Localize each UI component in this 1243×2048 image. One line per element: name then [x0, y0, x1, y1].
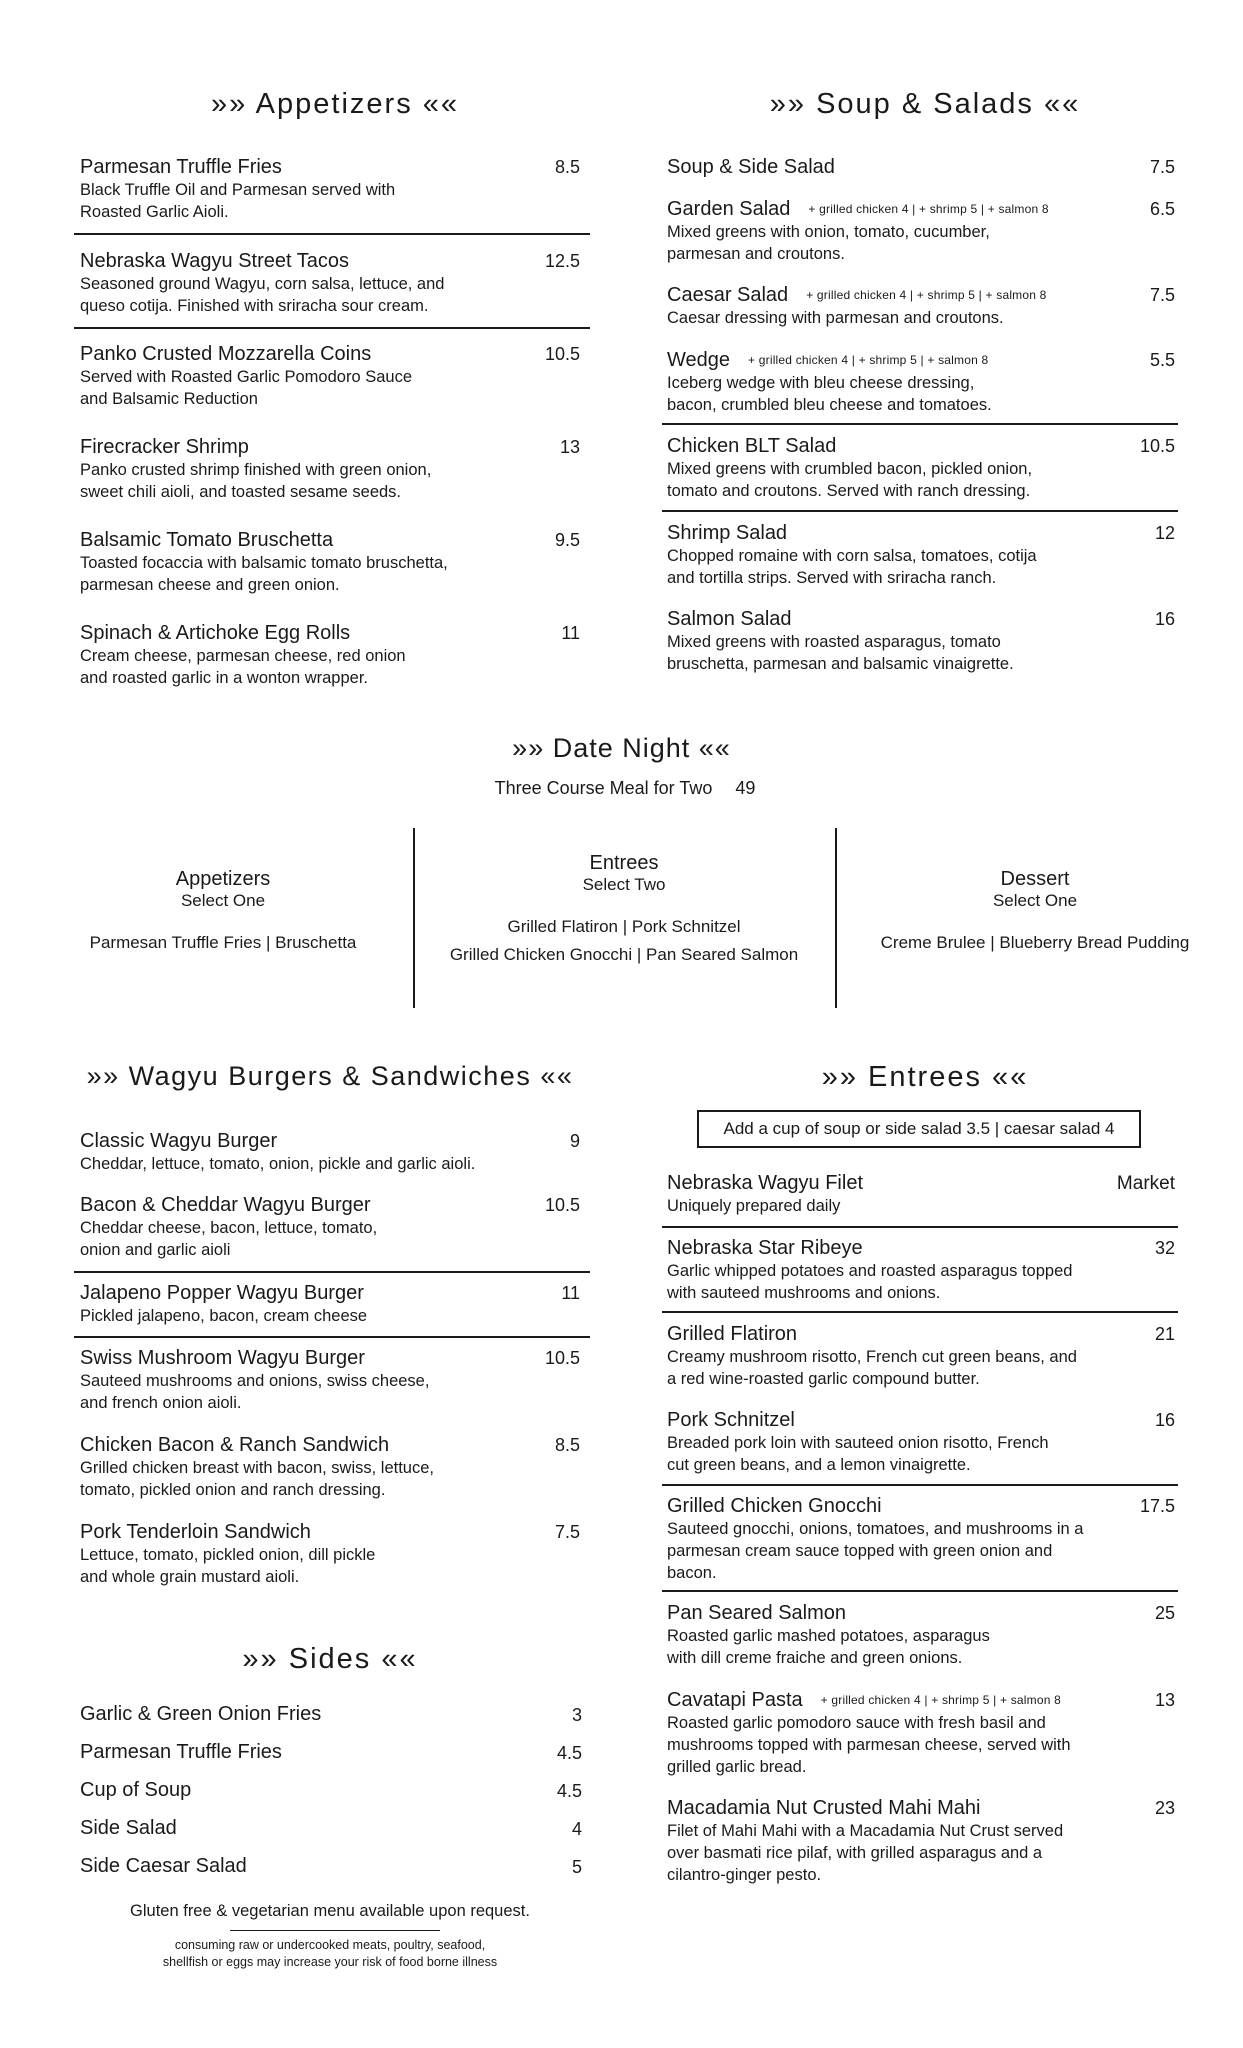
item-name: Salmon Salad [667, 608, 792, 630]
side-item [80, 1779, 582, 1802]
course-options: Grilled Chicken Gnocchi | Pan Seared Salmon [449, 945, 799, 964]
date-night-subtitle [440, 778, 810, 799]
item-desc: bacon. [667, 1564, 717, 1582]
side-price: 4 [571, 1819, 582, 1839]
date-night-price: 49 [735, 778, 756, 798]
addon-options: + grilled chicken 4 | + shrimp 5 | + salmon 8 [806, 288, 1047, 302]
item-desc: onion and garlic aioli [80, 1241, 231, 1259]
side-price: 3 [571, 1705, 582, 1725]
item-price: 10.5 [544, 1195, 580, 1215]
item-desc: Served with Roasted Garlic Pomodoro Sauce [80, 368, 412, 386]
divider [662, 510, 1178, 512]
addon-options: + grilled chicken 4 | + shrimp 5 | + salmon 8 [808, 202, 1049, 216]
item-name: Nebraska Wagyu Filet [667, 1172, 863, 1194]
menu-item [80, 1520, 580, 1588]
item-desc: cilantro-ginger pesto. [667, 1866, 822, 1884]
item-price: 10.5 [544, 1348, 580, 1368]
divider [74, 327, 590, 329]
item-price: 8.5 [554, 1435, 580, 1455]
divider [662, 423, 1178, 425]
course-heading: Entrees [589, 852, 659, 874]
menu-item [80, 342, 580, 410]
addon-options: + grilled chicken 4 | + shrimp 5 | + salmon 8 [820, 1693, 1061, 1707]
item-name: Firecracker Shrimp [80, 436, 249, 458]
course-select: Select One [180, 891, 266, 910]
menu-item [667, 1796, 1175, 1886]
item-price: 6.5 [1149, 199, 1175, 219]
item-price: 32 [1154, 1238, 1175, 1258]
menu-item [80, 1129, 580, 1175]
menu-item [667, 607, 1175, 675]
item-price: 9 [569, 1131, 580, 1151]
item-price: 9.5 [554, 530, 580, 550]
item-desc: Cheddar, lettuce, tomato, onion, pickle and garlic aioli. [80, 1155, 476, 1173]
menu-item [667, 197, 1175, 265]
item-price: 25 [1154, 1603, 1175, 1623]
item-desc: with dill creme fraiche and green onions. [667, 1649, 963, 1667]
date-night-subtitle-text: Three Course Meal for Two [494, 778, 713, 798]
item-name: Pork Tenderloin Sandwich [80, 1521, 311, 1543]
item-desc: Seasoned ground Wagyu, corn salsa, lettuce, and [80, 275, 445, 293]
item-desc: Roasted garlic pomodoro sauce with fresh basil and [667, 1714, 1046, 1732]
item-desc: sweet chili aioli, and toasted sesame seeds. [80, 483, 402, 501]
side-price: 5 [571, 1857, 582, 1877]
menu-item [667, 1171, 1175, 1217]
divider [74, 1336, 590, 1338]
item-desc: with sauteed mushrooms and onions. [667, 1284, 941, 1302]
item-desc: Caesar dressing with parmesan and croutons. [667, 309, 1004, 327]
item-price: 17.5 [1139, 1496, 1175, 1516]
food-warning-line: consuming raw or undercooked meats, poultry, seafood, [174, 1938, 486, 1952]
soup-salads-title: »» Soup & Salads «« [769, 88, 1081, 120]
item-desc: parmesan and croutons. [667, 245, 845, 263]
menu-item [667, 521, 1175, 589]
food-warning-line: shellfish or eggs may increase your risk of food borne illness [162, 1955, 498, 1969]
item-price: 13 [559, 437, 580, 457]
course-options: Creme Brulee | Blueberry Bread Pudding [880, 933, 1190, 952]
item-name: Spinach & Artichoke Egg Rolls [80, 622, 351, 644]
menu-item [80, 1433, 580, 1501]
item-name-text: Garden Salad [667, 198, 791, 220]
item-price: 7.5 [1149, 157, 1175, 177]
item-desc: Lettuce, tomato, pickled onion, dill pickle [80, 1546, 376, 1564]
course-select: Select One [992, 891, 1078, 910]
burgers-title: »» Wagyu Burgers & Sandwiches «« [86, 1061, 574, 1091]
date-night-title: »» Date Night «« [512, 733, 731, 763]
menu-item [80, 249, 580, 317]
item-desc: Toasted focaccia with balsamic tomato bruschetta, [80, 554, 448, 572]
item-desc: Iceberg wedge with bleu cheese dressing, [667, 374, 975, 392]
item-price: 12 [1154, 523, 1175, 543]
divider [662, 1590, 1178, 1592]
item-price: 7.5 [554, 1522, 580, 1542]
item-desc: parmesan cream sauce topped with green onion and [667, 1542, 1053, 1560]
item-desc: Roasted garlic mashed potatoes, asparagus [667, 1627, 990, 1645]
side-item [80, 1741, 582, 1764]
menu-item [80, 528, 580, 596]
item-desc: Sauteed mushrooms and onions, swiss cheese, [80, 1372, 430, 1390]
item-name [667, 1688, 1175, 1712]
sides-title: »» Sides «« [242, 1643, 418, 1675]
side-item [80, 1855, 582, 1878]
item-name [667, 197, 1175, 221]
item-name: Parmesan Truffle Fries [80, 156, 282, 178]
item-desc: Pickled jalapeno, bacon, cream cheese [80, 1307, 368, 1325]
menu-item [667, 155, 1175, 179]
item-name: Chicken Bacon & Ranch Sandwich [80, 1434, 390, 1456]
item-name: Swiss Mushroom Wagyu Burger [80, 1347, 365, 1369]
side-item [80, 1817, 582, 1840]
item-price: 21 [1154, 1324, 1175, 1344]
item-name: Chicken BLT Salad [667, 435, 837, 457]
course-heading: Appetizers [175, 868, 271, 890]
side-name: Side Salad [80, 1817, 177, 1839]
side-name: Side Caesar Salad [80, 1855, 247, 1877]
item-desc: Black Truffle Oil and Parmesan served with [80, 181, 396, 199]
appetizers-title: »» Appetizers «« [210, 88, 460, 120]
date-night-entrees [428, 852, 820, 965]
course-heading: Dessert [1000, 868, 1070, 890]
item-desc: Panko crusted shrimp finished with green onion, [80, 461, 432, 479]
menu-item [667, 283, 1175, 329]
item-desc: Grilled chicken breast with bacon, swiss, lettuce, [80, 1459, 434, 1477]
item-desc: bacon, crumbled bleu cheese and tomatoes. [667, 396, 992, 414]
item-desc: tomato, pickled onion and ranch dressing. [80, 1481, 386, 1499]
item-desc: and roasted garlic in a wonton wrapper. [80, 669, 369, 687]
divider [662, 1484, 1178, 1486]
item-desc: Filet of Mahi Mahi with a Macadamia Nut Crust served [667, 1822, 1064, 1840]
menu-item [80, 1281, 580, 1327]
divider [74, 1271, 590, 1273]
divider [662, 1226, 1178, 1228]
item-desc: cut green beans, and a lemon vinaigrette. [667, 1456, 971, 1474]
course-select: Select Two [582, 875, 666, 894]
menu-item [80, 621, 580, 689]
entrees-title: »» Entrees «« [821, 1061, 1029, 1093]
menu-item [80, 435, 580, 503]
food-warning [90, 1937, 570, 1971]
item-name: Pork Schnitzel [667, 1409, 795, 1431]
item-desc: tomato and croutons. Served with ranch dressing. [667, 482, 1031, 500]
divider [662, 1311, 1178, 1313]
menu-item [667, 1601, 1175, 1669]
item-desc: Mixed greens with crumbled bacon, pickled onion, [667, 460, 1033, 478]
side-item [80, 1703, 582, 1726]
item-desc: Cream cheese, parmesan cheese, red onion [80, 647, 406, 665]
divider-vertical [835, 828, 837, 1008]
item-desc: Chopped romaine with corn salsa, tomatoes, cotija [667, 547, 1037, 565]
item-desc: Mixed greens with roasted asparagus, tomato [667, 633, 1001, 651]
item-desc: Garlic whipped potatoes and roasted asparagus topped [667, 1262, 1073, 1280]
item-price: 16 [1154, 1410, 1175, 1430]
item-name: Macadamia Nut Crusted Mahi Mahi [667, 1797, 981, 1819]
item-name [667, 348, 1175, 372]
item-name: Soup & Side Salad [667, 156, 835, 178]
addon-options: + grilled chicken 4 | + shrimp 5 | + salmon 8 [748, 353, 989, 367]
item-desc: Roasted Garlic Aioli. [80, 203, 229, 221]
item-name: Nebraska Star Ribeye [667, 1237, 863, 1259]
divider [230, 1930, 440, 1931]
item-desc: Sauteed gnocchi, onions, tomatoes, and mushrooms in a [667, 1520, 1084, 1538]
item-name-text: Cavatapi Pasta [667, 1689, 803, 1711]
menu-item [667, 1494, 1175, 1584]
menu-item [667, 1322, 1175, 1390]
item-name: Classic Wagyu Burger [80, 1130, 278, 1152]
item-desc: queso cotija. Finished with sriracha sour cream. [80, 297, 429, 315]
item-price: 11 [561, 623, 580, 643]
item-name: Nebraska Wagyu Street Tacos [80, 250, 350, 272]
divider-vertical [413, 828, 415, 1008]
menu-item [80, 155, 580, 223]
item-desc: and french onion aioli. [80, 1394, 242, 1412]
item-price: 16 [1154, 609, 1175, 629]
side-name: Garlic & Green Onion Fries [80, 1703, 322, 1725]
side-name: Parmesan Truffle Fries [80, 1741, 282, 1763]
divider [74, 233, 590, 235]
course-options: Parmesan Truffle Fries | Bruschetta [89, 933, 357, 952]
item-name: Balsamic Tomato Bruschetta [80, 529, 334, 551]
item-price: 13 [1154, 1690, 1175, 1710]
item-price: 8.5 [554, 157, 580, 177]
item-name: Panko Crusted Mozzarella Coins [80, 343, 372, 365]
side-name: Cup of Soup [80, 1779, 192, 1801]
item-price: 7.5 [1149, 285, 1175, 305]
menu-item [667, 434, 1175, 502]
menu-item [667, 1236, 1175, 1304]
item-name: Jalapeno Popper Wagyu Burger [80, 1282, 364, 1304]
item-desc: and whole grain mustard aioli. [80, 1568, 300, 1586]
item-price: 12.5 [544, 251, 580, 271]
item-desc: Breaded pork loin with sauteed onion risotto, French [667, 1434, 1049, 1452]
item-desc: mushrooms topped with parmesan cheese, served with [667, 1736, 1071, 1754]
item-name: Bacon & Cheddar Wagyu Burger [80, 1194, 371, 1216]
side-price: 4.5 [556, 1781, 582, 1801]
item-price: 10.5 [544, 344, 580, 364]
item-name: Grilled Chicken Gnocchi [667, 1495, 882, 1517]
course-options: Grilled Flatiron | Pork Schnitzel [507, 917, 741, 936]
item-name: Grilled Flatiron [667, 1323, 798, 1345]
item-desc: grilled garlic bread. [667, 1758, 807, 1776]
item-desc: Uniquely prepared daily [667, 1197, 841, 1215]
side-price: 4.5 [556, 1743, 582, 1763]
menu-item [80, 1346, 580, 1414]
add-soup-salad-note: Add a cup of soup or side salad 3.5 | caesar salad 4 [697, 1110, 1141, 1148]
menu-item [667, 348, 1175, 416]
menu-item [80, 1193, 580, 1261]
item-desc: and Balsamic Reduction [80, 390, 258, 408]
item-price: 5.5 [1149, 350, 1175, 370]
item-name [667, 283, 1175, 307]
item-desc: Mixed greens with onion, tomato, cucumber, [667, 223, 990, 241]
item-name-text: Caesar Salad [667, 284, 789, 306]
item-desc: a red wine-roasted garlic compound butter. [667, 1370, 980, 1388]
item-desc: Cheddar cheese, bacon, lettuce, tomato, [80, 1219, 378, 1237]
item-price: 23 [1154, 1798, 1175, 1818]
date-night-dessert [850, 868, 1220, 953]
item-price: 11 [561, 1283, 580, 1303]
item-price: 10.5 [1139, 436, 1175, 456]
item-name: Shrimp Salad [667, 522, 788, 544]
item-name: Pan Seared Salmon [667, 1602, 847, 1624]
item-desc: and tortilla strips. Served with sriracha ranch. [667, 569, 997, 587]
item-desc: bruschetta, parmesan and balsamic vinaigrette. [667, 655, 1014, 673]
item-name-text: Wedge [667, 349, 731, 371]
item-price: Market [1116, 1173, 1175, 1194]
menu-item [667, 1688, 1175, 1778]
item-desc: parmesan cheese and green onion. [80, 576, 340, 594]
item-desc: Creamy mushroom risotto, French cut green beans, and [667, 1348, 1077, 1366]
date-night-appetizers [70, 868, 376, 953]
gluten-free-note: Gluten free & vegetarian menu available upon request. [130, 1902, 530, 1920]
item-desc: over basmati rice pilaf, with grilled asparagus and a [667, 1844, 1043, 1862]
menu-item [667, 1408, 1175, 1476]
